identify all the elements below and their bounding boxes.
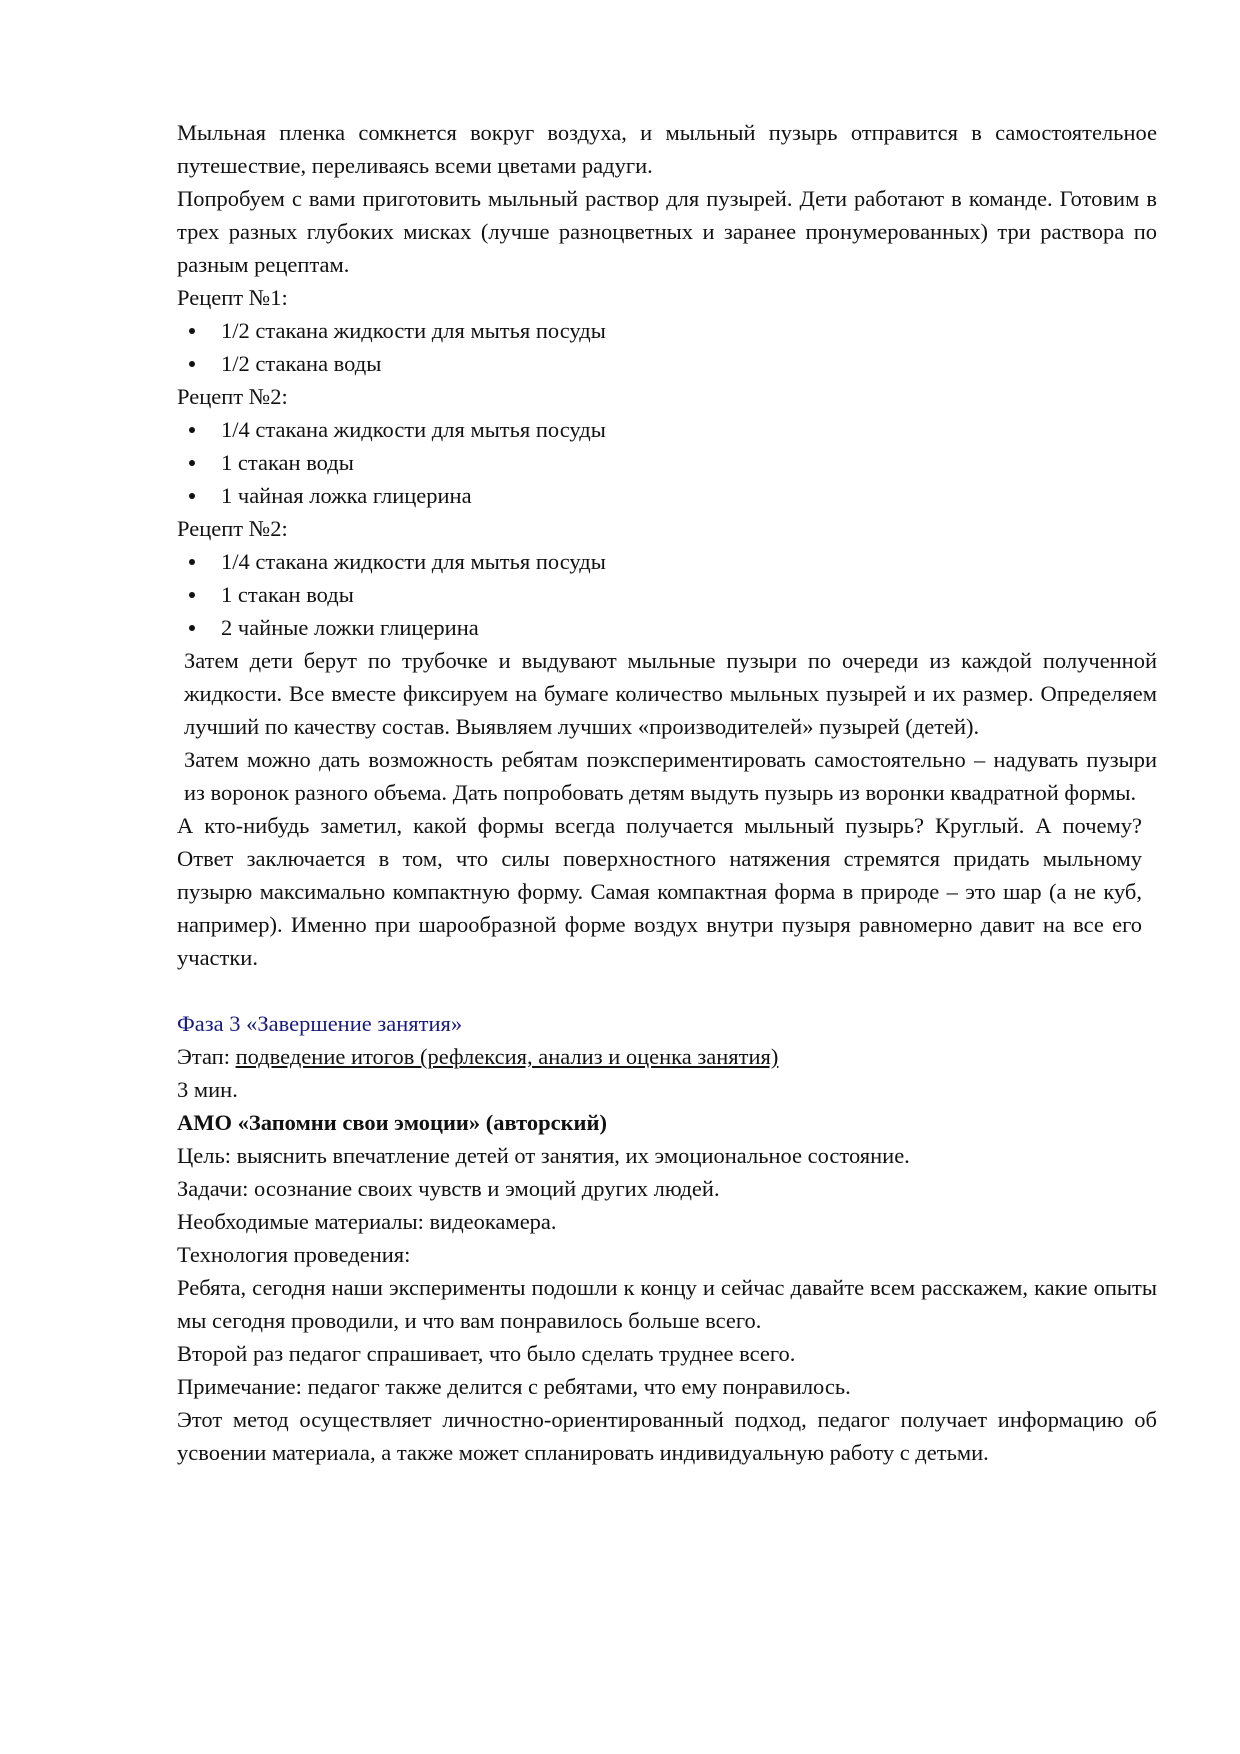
- intro-paragraph-1: Мыльная пленка сомкнется вокруг воздуха, и мыльный пузырь отправится в самостоятельное путешествие, переливаясь всеми цветами радуги.: [177, 120, 1157, 178]
- funnel-paragraph: Затем можно дать возможность ребятам поэкспериментировать самостоятельно – надувать пузыри из воронок разного объема. Дать попробовать детям выдуть пузырь из воронки квадратной формы.: [184, 747, 1157, 805]
- document-page: [177, 116, 1157, 1469]
- tasks-line: Задачи: осознание своих чувств и эмоций других людей.: [177, 1176, 720, 1201]
- list-item: 2 чайные ложки глицерина: [177, 611, 1157, 644]
- shape-question-paragraph: А кто-нибудь заметил, какой формы всегда получается мыльный пузырь? Круглый. А почему? Ответ заключается в том, что силы поверхностного натяжения стремятся придать мыльному пузырю максимально компактную форму. Самая компактная форма в природе – это шар (а не куб, например). Именно при шарообразной форме воздух внутри пузыря равномерно давит на все его участки.: [177, 813, 1142, 970]
- stage-label: Этап:: [177, 1044, 236, 1069]
- list-item: 1 стакан воды: [177, 446, 1157, 479]
- list-item: 1 стакан воды: [177, 578, 1157, 611]
- list-item: 1/4 стакана жидкости для мытья посуды: [177, 413, 1157, 446]
- technology-line: Технология проведения:: [177, 1242, 411, 1267]
- list-item: 1/2 стакана жидкости для мытья посуды: [177, 314, 1157, 347]
- intro-paragraph-2: Попробуем с вами приготовить мыльный раствор для пузырей. Дети работают в команде. Готовим в трех разных глубоких мисках (лучше разноцветных и заранее пронумерованных) три раствора по разным рецептам.: [177, 186, 1157, 277]
- stage-line: [177, 1040, 1157, 1073]
- materials-line: Необходимые материалы: видеокамера.: [177, 1209, 557, 1234]
- recipe-1-list: [177, 314, 1157, 380]
- method-title: АМО «Запомни свои эмоции» (авторский): [177, 1110, 607, 1135]
- stage-value: подведение итогов (рефлексия, анализ и оценка занятия): [235, 1044, 779, 1069]
- experiment-paragraph: Затем дети берут по трубочке и выдувают мыльные пузыри по очереди из каждой полученной жидкости. Все вместе фиксируем на бумаге количество мыльных пузырей и их размер. Определяем лучший по качеству состав. Выявляем лучших «производителей» пузырей (детей).: [184, 648, 1157, 739]
- duration: 3 мин.: [177, 1077, 238, 1102]
- recipe-3-title: Рецепт №2:: [177, 516, 288, 541]
- recipe-3-list: [177, 545, 1157, 644]
- recipe-2-list: [177, 413, 1157, 512]
- conclusion-paragraph: Этот метод осуществляет личностно-ориентированный подход, педагог получает информацию об усвоении материала, а также может спланировать индивидуальную работу с детьми.: [177, 1407, 1157, 1465]
- recipe-1-title: Рецепт №1:: [177, 285, 288, 310]
- list-item: 1/4 стакана жидкости для мытья посуды: [177, 545, 1157, 578]
- note-line: Примечание: педагог также делится с ребятами, что ему понравилось.: [177, 1374, 851, 1399]
- phase-heading: Фаза 3 «Завершение занятия»: [177, 1011, 463, 1036]
- goal-line: Цель: выяснить впечатление детей от занятия, их эмоциональное состояние.: [177, 1143, 910, 1168]
- recipe-2-title: Рецепт №2:: [177, 384, 288, 409]
- second-time-line: Второй раз педагог спрашивает, что было сделать труднее всего.: [177, 1341, 796, 1366]
- list-item: 1/2 стакана воды: [177, 347, 1157, 380]
- speech-paragraph: Ребята, сегодня наши эксперименты подошли к концу и сейчас давайте всем расскажем, какие опыты мы сегодня проводили, и что вам понравилось больше всего.: [177, 1275, 1157, 1333]
- list-item: 1 чайная ложка глицерина: [177, 479, 1157, 512]
